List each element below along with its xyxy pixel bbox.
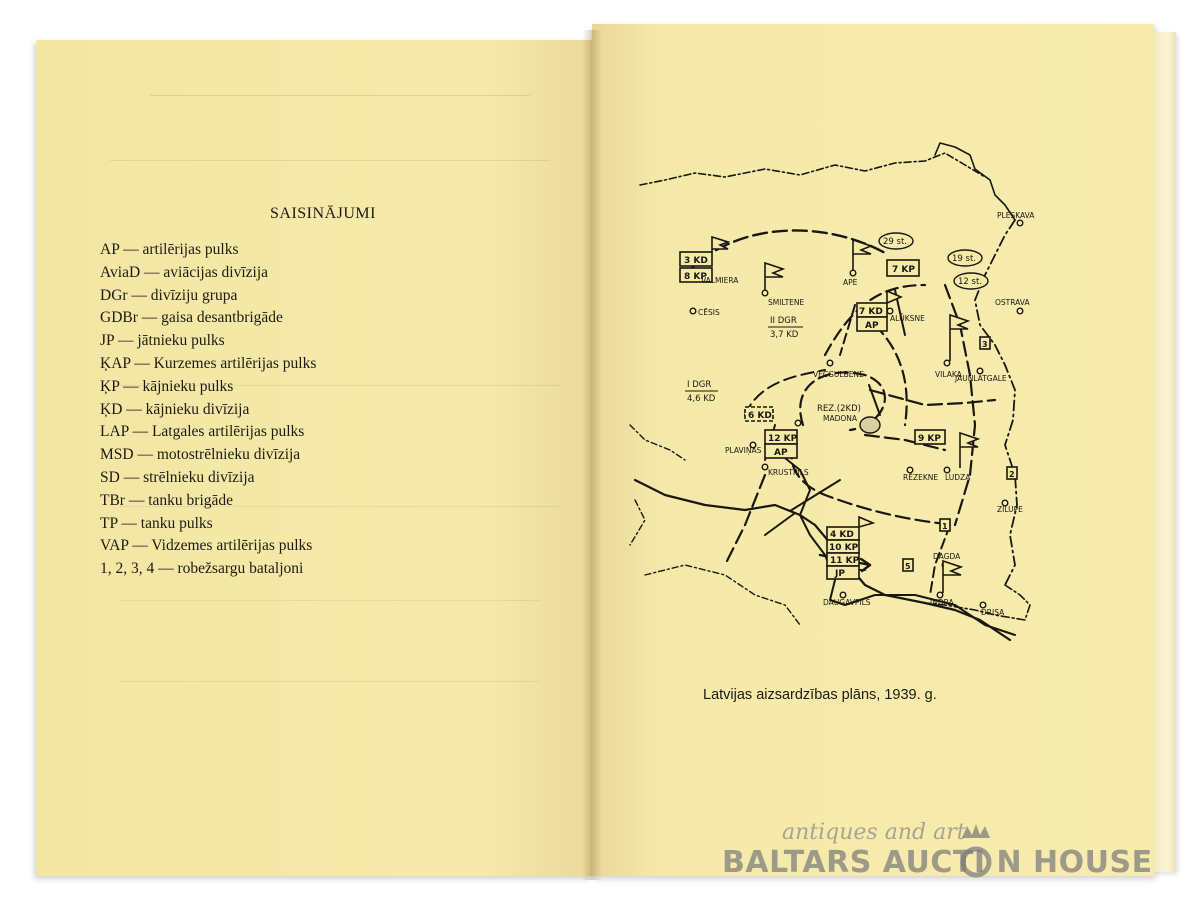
- list-item: TP — tanku pulks: [100, 514, 213, 532]
- place-label: ZILUPE: [997, 505, 1023, 514]
- list-item: ĶAP — Kurzemes artilērijas pulks: [100, 354, 317, 372]
- border-line: [645, 565, 800, 625]
- unit-label: AP: [774, 448, 788, 458]
- place-label: VALMIERA: [701, 276, 739, 285]
- list-item: VAP — Vidzemes artilērijas pulks: [100, 537, 313, 555]
- group-label: 3,7 KD: [770, 330, 799, 340]
- border-line: [640, 153, 985, 185]
- town-marker: [762, 464, 768, 470]
- map-caption: Latvijas aizsardzības plāns, 1939. g.: [703, 687, 937, 703]
- border-line: [895, 585, 1030, 620]
- list-item: ĶD — kājnieku divīzija: [100, 400, 250, 418]
- list-item: TBr — tanku brigāde: [100, 491, 234, 509]
- fortification-line: [790, 480, 840, 511]
- unit-label: 6 KD: [748, 411, 772, 421]
- watermark-tagline: antiques and art: [782, 820, 966, 845]
- place-label: MADONA: [823, 414, 858, 423]
- town-marker: [850, 270, 856, 276]
- defense-line: [870, 390, 995, 405]
- border-battalion-label: 2: [1009, 470, 1015, 479]
- list-item: DGr — divīziju grupa: [100, 286, 238, 304]
- town-marker: [1017, 308, 1023, 314]
- list-item: SD — strēlnieku divīzija: [100, 468, 255, 486]
- list-item: LAP — Latgales artilērijas pulks: [100, 423, 305, 441]
- border-battalion-label: 1: [942, 522, 948, 531]
- unit-label: 7 KD: [859, 307, 883, 317]
- place-label: OSTRAVA: [995, 298, 1030, 307]
- fortification-line: [765, 513, 795, 535]
- town-marker: [937, 592, 943, 598]
- town-marker: [1017, 220, 1023, 226]
- flag-icon: [859, 517, 873, 527]
- soviet-division-label: 29 st.: [883, 237, 907, 247]
- place-label: PLESKAVA: [997, 211, 1035, 220]
- place-label: PLAVIŅAS: [725, 446, 762, 455]
- group-label: REZ.(2KD): [817, 404, 861, 414]
- flag-icon: [960, 433, 978, 468]
- defense-line: [725, 475, 765, 565]
- crown-logo-icon: [958, 822, 994, 880]
- place-label: VECGULBENE: [813, 370, 864, 379]
- place-label: APE: [843, 278, 858, 287]
- list-item: ĶP — kājnieku pulks: [100, 377, 234, 395]
- place-label: SMILTENE: [768, 298, 805, 307]
- soviet-division-label: 12 st.: [958, 277, 982, 287]
- list-item: AviaD — aviācijas divīzija: [100, 263, 269, 281]
- town-marker: [762, 290, 768, 296]
- list-item: GDBr — gaisa desantbrigāde: [100, 309, 283, 327]
- border-line: [630, 500, 645, 545]
- page-edges: [1154, 32, 1176, 872]
- abbreviations-heading: SAISINĀJUMI: [270, 205, 376, 222]
- unit-label: 11 KP: [830, 556, 860, 566]
- map-svg: [625, 125, 1065, 680]
- unit-label: 8 KP: [684, 272, 707, 282]
- border-battalion-label: 5: [905, 562, 911, 571]
- list-item: MSD — motostrēlnieku divīzija: [100, 446, 301, 464]
- place-label: DAGDA: [933, 552, 961, 561]
- town-marker: [944, 467, 950, 473]
- place-label: CĒSIS: [698, 308, 720, 317]
- place-label: INDRA: [930, 598, 954, 607]
- town-marker: [907, 467, 913, 473]
- town-marker: [887, 308, 893, 314]
- auction-watermark: [722, 820, 1153, 890]
- soviet-division-label: 19 st.: [952, 254, 976, 264]
- unit-label: 10 KP: [829, 543, 859, 553]
- group-label: I DGR: [687, 380, 712, 390]
- list-item: AP — artilērijas pulks: [100, 241, 239, 258]
- town-marker: [944, 360, 950, 366]
- place-label: KRUSTPILS: [768, 468, 809, 477]
- border-line: [630, 425, 685, 460]
- unit-label: JP: [835, 569, 845, 579]
- town-marker: [795, 420, 801, 426]
- abbreviations-list: [100, 239, 316, 581]
- town-marker: [827, 360, 833, 366]
- place-label: JAUNLATGALE: [955, 374, 1007, 383]
- group-label: 4,6 KD: [687, 394, 716, 404]
- unit-label: 12 KP: [768, 434, 798, 444]
- defense-line: [875, 325, 907, 425]
- unit-label: AP: [865, 321, 879, 331]
- flag-icon: [853, 240, 871, 271]
- unit-label: 7 KP: [892, 265, 915, 275]
- river-daugava: [775, 450, 1015, 635]
- book-gutter: [582, 30, 602, 880]
- defense-line: [840, 305, 855, 355]
- unit-label: 9 KP: [918, 434, 941, 444]
- watermark-name: BALTARS AUCTI N HOUSE: [722, 845, 1153, 880]
- list-item: JP — jātnieku pulks: [100, 332, 225, 350]
- group-label: II DGR: [770, 316, 797, 326]
- place-label: LUDZA: [945, 473, 971, 482]
- fortification-line: [869, 385, 880, 415]
- unit-label: 4 KD: [830, 530, 854, 540]
- town-marker: [840, 592, 846, 598]
- flag-icon: [943, 561, 961, 593]
- town-marker: [977, 368, 983, 374]
- list-item: 1, 2, 3, 4 — robežsargu bataljoni: [100, 560, 304, 578]
- place-label: RĒZEKNE: [903, 473, 939, 482]
- town-marker: [980, 602, 986, 608]
- flag-icon: [887, 291, 901, 303]
- lake-madona: [860, 417, 880, 433]
- place-label: DAUGAVPILS: [823, 598, 871, 607]
- border-battalion-label: 3: [982, 340, 988, 349]
- unit-label: 3 KD: [684, 256, 708, 266]
- defense-plan-map: [625, 125, 1065, 680]
- flag-icon: [765, 263, 783, 290]
- town-marker: [690, 308, 696, 314]
- place-label: VILAKA: [935, 370, 962, 379]
- defense-line: [792, 445, 955, 525]
- place-label: DRISA: [981, 608, 1005, 617]
- place-label: ALŪKSNE: [890, 314, 925, 323]
